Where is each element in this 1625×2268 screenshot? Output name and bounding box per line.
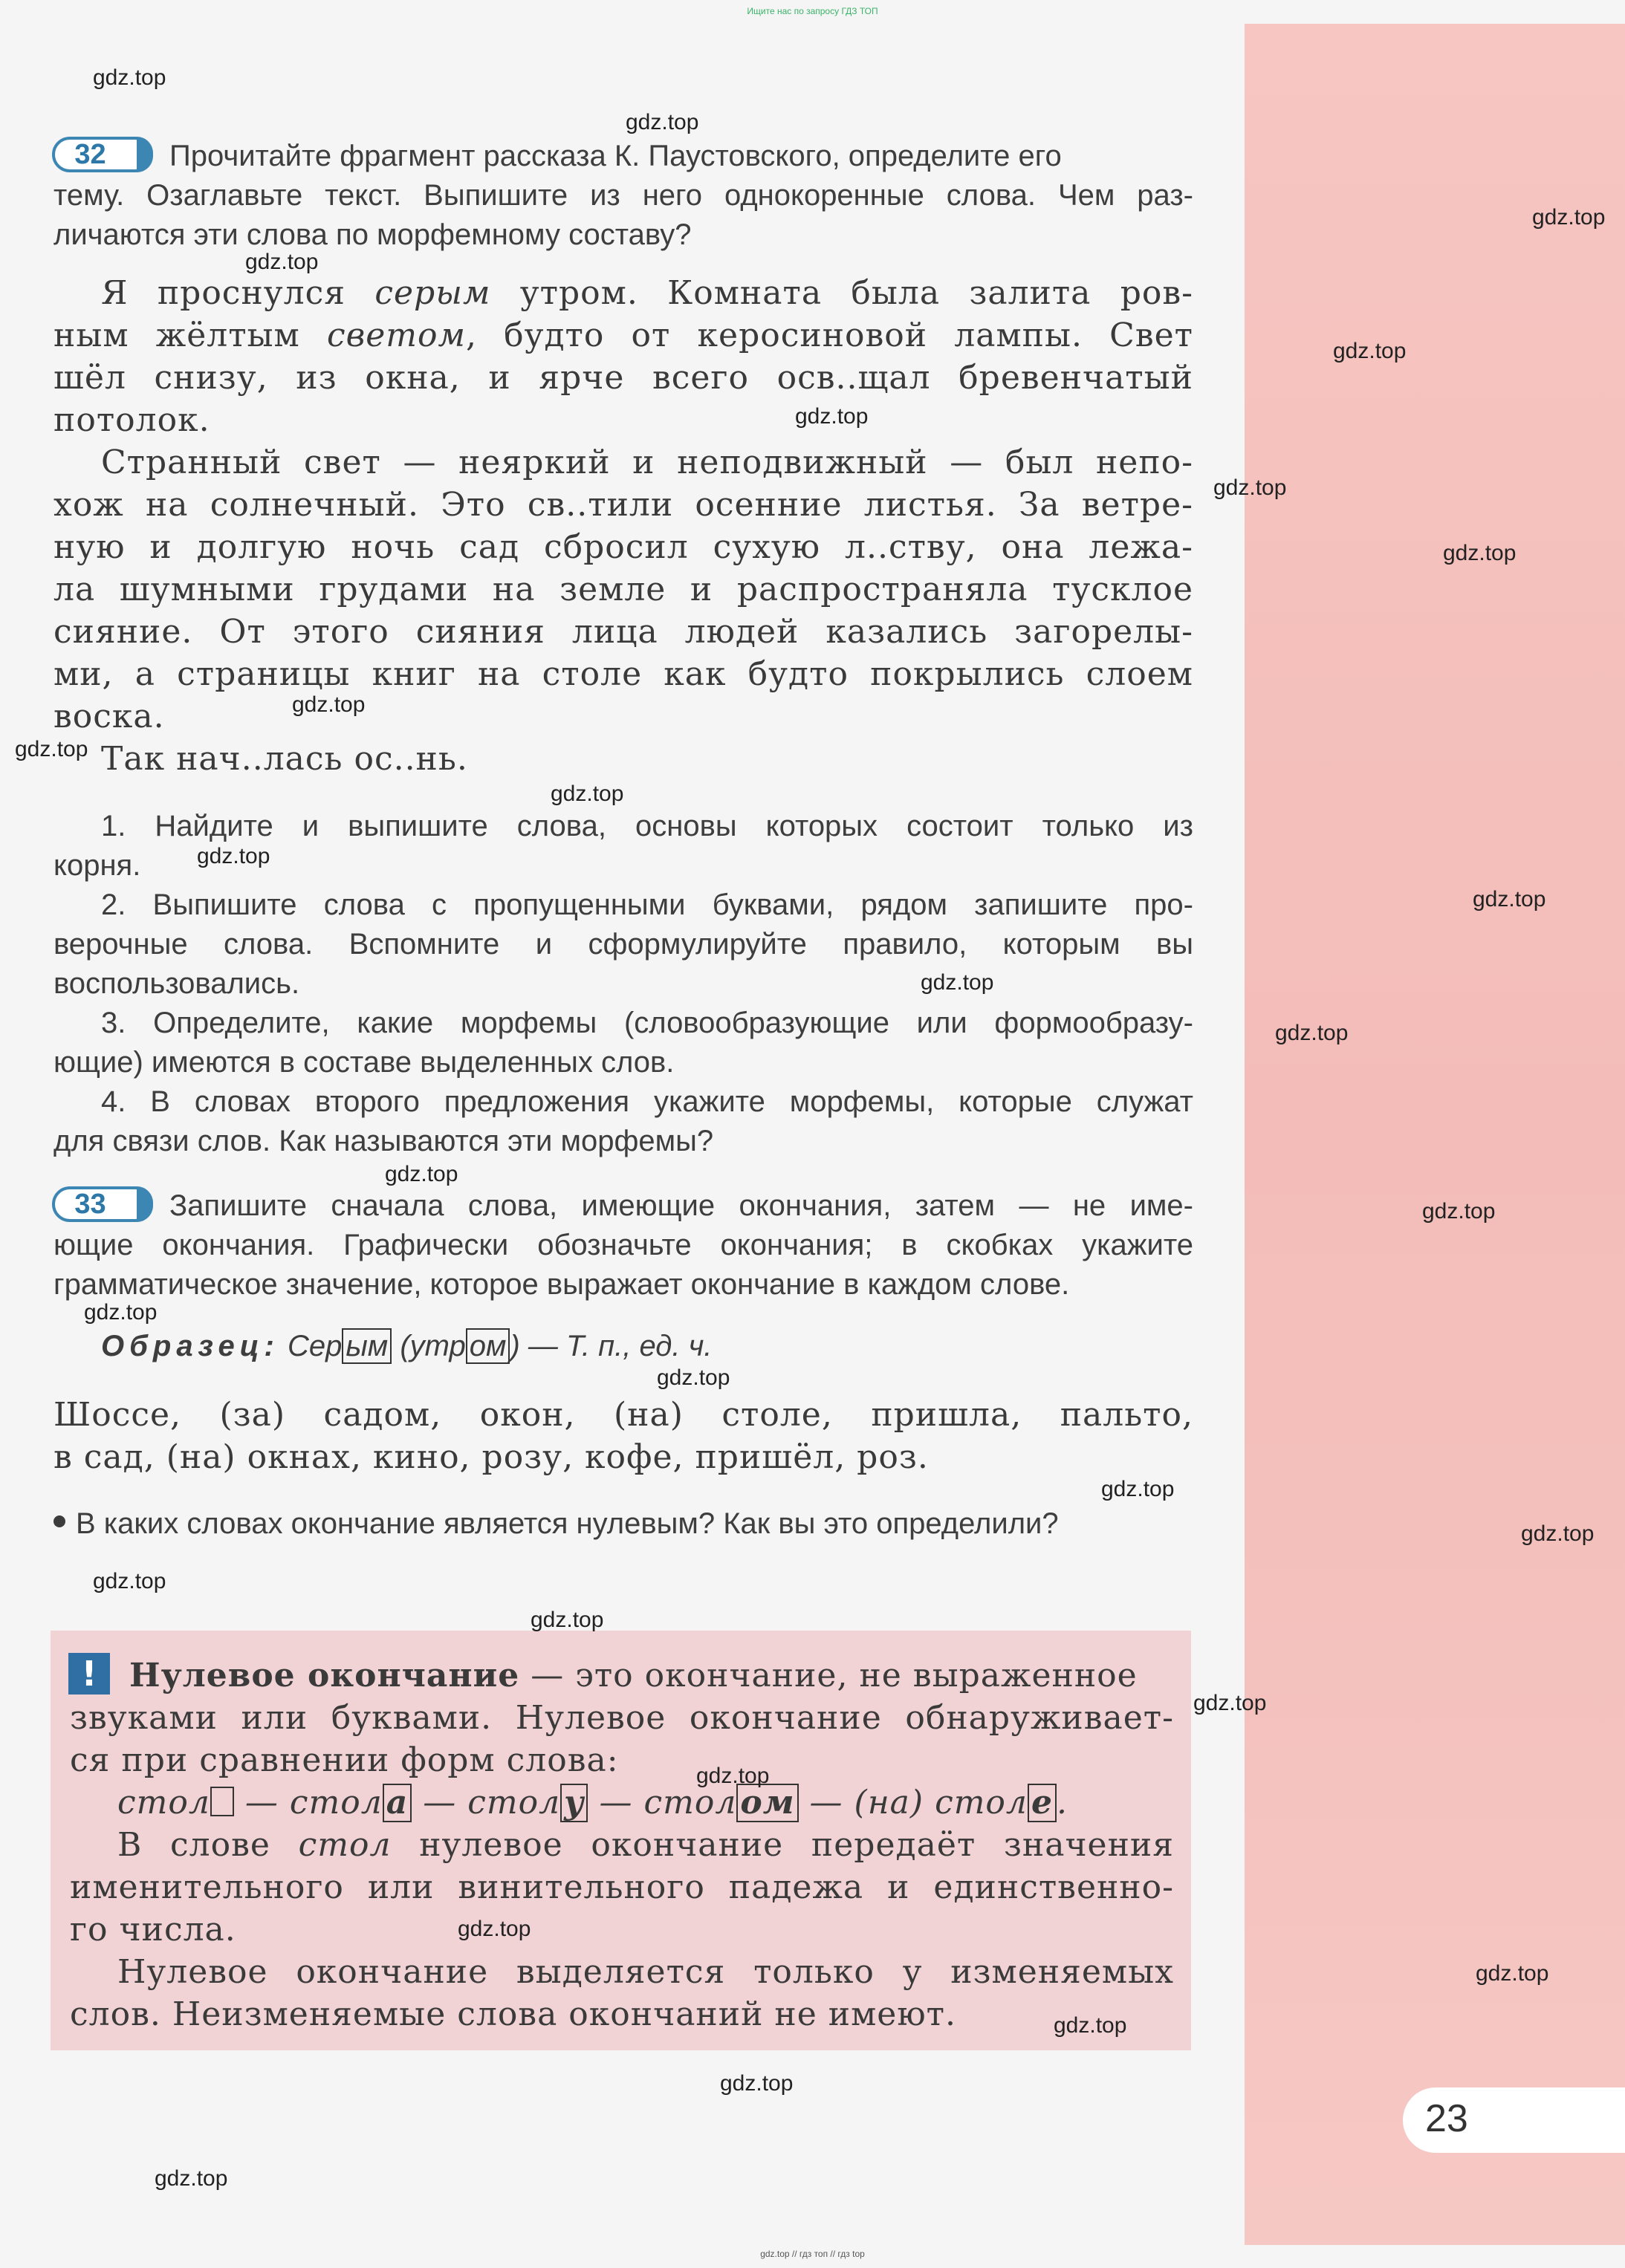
form-stem: стол [467, 1784, 561, 1822]
rule-line-1 [129, 1654, 1138, 1697]
watermark: gdz.top [292, 692, 366, 717]
story-line [101, 272, 1193, 314]
story-line [53, 695, 165, 738]
bottom-banner: gdz.top // гдз топ // гдз top [760, 2249, 865, 2259]
watermark: gdz.top [626, 110, 699, 134]
text: ми, а страницы книг на столе как будто покрылись слоем [53, 655, 1193, 693]
story-line [53, 399, 210, 441]
text: Странный свет — неяркий и неподвижный — был непо- [101, 443, 1193, 481]
question-line: для связи слов. Как называются эти морфемы? [53, 1125, 714, 1157]
story-line [53, 568, 1193, 611]
dash: — [423, 1784, 457, 1822]
question-line: 2. Выпишите слова с пропущенными буквами, рядом запишите про- [101, 888, 1193, 921]
watermark: gdz.top [795, 404, 869, 429]
watermark: gdz.top [458, 1917, 531, 1941]
rule-p2-line-1 [117, 1824, 1174, 1866]
form-stem: стол [643, 1784, 737, 1822]
sample-grammar: ) — Т. п., ед. ч. [510, 1330, 713, 1362]
text: Так нач..лась ос..нь. [101, 740, 468, 778]
story-line [101, 441, 1193, 484]
text: ную и долгую ночь сад сбросил сухую л..ству, она лежа- [53, 528, 1193, 566]
form-stem: стол [117, 1784, 210, 1822]
bullet-text: В каких словах окончание является нулевым? Как вы это определили? [76, 1507, 1059, 1540]
watermark: gdz.top [1476, 1961, 1549, 1986]
task-33-prompt-line-1: Запишите сначала слова, имеющие окончания, затем — не име- [169, 1189, 1193, 1222]
story-line [101, 738, 468, 780]
ending-box: е [1028, 1784, 1057, 1822]
task-33-prompt-line-2: ющие окончания. Графически обозначьте окончания; в скобках укажите [53, 1229, 1193, 1261]
watermark: gdz.top [1422, 1199, 1496, 1224]
question-line: верочные слова. Вспомните и сформулируйте правило, которым вы [53, 928, 1193, 961]
question-line: ющие) имеются в составе выделенных слов. [53, 1046, 675, 1079]
watermark: gdz.top [1213, 475, 1287, 500]
form-stem: (на) стол [854, 1784, 1028, 1822]
watermark: gdz.top [1532, 205, 1606, 230]
rule-p3-line-2: слов. Неизменяемые слова окончаний не имеют. [70, 1995, 956, 2033]
question-line: 4. В словах второго предложения укажите морфемы, которые служат [101, 1085, 1193, 1118]
watermark: gdz.top [197, 844, 270, 868]
question-line: корня. [53, 849, 141, 882]
bullet-question [53, 1504, 1059, 1544]
dash: — [809, 1784, 843, 1822]
watermark: gdz.top [155, 2166, 228, 2191]
story-line [53, 526, 1193, 568]
story-line [53, 357, 1193, 399]
badge-tail [137, 1186, 153, 1222]
dash: — [244, 1784, 279, 1822]
top-banner: Ищите нас по запросу ГДЗ ТОП [747, 6, 878, 16]
rule-term: Нулевое окончание [129, 1657, 520, 1694]
badge-tail [137, 137, 153, 172]
zero-ending-box [210, 1787, 234, 1816]
watermark: gdz.top [15, 737, 88, 761]
sample-ending-box-2: ом [466, 1328, 510, 1364]
watermark: gdz.top [531, 1608, 604, 1632]
watermark: gdz.top [1193, 1691, 1267, 1715]
ending-box: а [383, 1784, 412, 1822]
story-line [53, 611, 1193, 653]
story-line [53, 484, 1193, 526]
ending-box: ом [736, 1784, 798, 1822]
rule-p2-line-2: именительного или винительного падежа и единственно- [70, 1868, 1174, 1906]
watermark: gdz.top [1473, 887, 1546, 912]
text: Я проснулся [101, 274, 375, 312]
rule-line-3: ся при сравнении форм слова: [70, 1741, 619, 1779]
text: ным жёлтым [53, 316, 327, 354]
task-32-prompt-line-2: тему. Озаглавьте текст. Выпишите из него однокоренные слова. Чем раз- [53, 179, 1193, 212]
question-line: воспользовались. [53, 967, 300, 1000]
text: В слове [117, 1826, 299, 1864]
rule-p2-line-3: го числа. [70, 1911, 236, 1949]
task-number: 33 [74, 1189, 106, 1220]
italic-word: стол [298, 1826, 392, 1864]
rule-line-1-rest: — это окончание, не выраженное [519, 1657, 1138, 1694]
text: шёл снизу, из окна, и ярче всего осв..щал бревенчатый [53, 359, 1193, 397]
dash: — [599, 1784, 633, 1822]
exclamation-icon: ! [68, 1653, 110, 1694]
watermark: gdz.top [385, 1162, 458, 1186]
watermark: gdz.top [1521, 1521, 1595, 1546]
text: воска. [53, 698, 165, 735]
watermark: gdz.top [84, 1300, 158, 1325]
text: нулевое окончание передаёт значения [391, 1826, 1174, 1864]
task-32-badge [52, 137, 153, 172]
watermark: gdz.top [245, 250, 319, 274]
rule-p3-line-1: Нулевое окончание выделяется только у изменяемых [117, 1953, 1174, 1991]
watermark: gdz.top [1054, 2013, 1127, 2038]
ending-box: у [560, 1784, 588, 1822]
watermark: gdz.top [1443, 541, 1517, 565]
sample-line [101, 1327, 712, 1366]
bullet-dot [53, 1515, 65, 1527]
task-32-prompt-line-1: Прочитайте фрагмент рассказа К. Паустовского, определите его [169, 140, 1062, 172]
sample-word-stem: Сер [287, 1330, 343, 1362]
watermark: gdz.top [1101, 1477, 1175, 1501]
question-line: 3. Определите, какие морфемы (словообразующие или формообразу- [101, 1007, 1193, 1039]
story-line [53, 653, 1193, 695]
story-line [53, 314, 1193, 357]
watermark: gdz.top [1333, 339, 1407, 363]
text: утром. Комната была залита ров- [490, 274, 1194, 312]
text: потолок. [53, 401, 210, 439]
watermark: gdz.top [921, 970, 994, 995]
sample-word-stem-2: (утр [392, 1330, 466, 1362]
text: ла шумными грудами на земле и распространяла тусклое [53, 571, 1193, 608]
italic-word: светом [326, 316, 466, 354]
watermark: gdz.top [657, 1365, 730, 1390]
task-33-prompt-line-3: грамматическое значение, которое выражает окончание в каждом слове. [53, 1268, 1070, 1301]
italic-word: серым [374, 274, 491, 312]
rule-line-2: звуками или буквами. Нулевое окончание обнаруживает- [70, 1699, 1174, 1737]
text: сияние. От этого сияния лица людей казались загорелы- [53, 613, 1193, 651]
watermark: gdz.top [551, 782, 624, 806]
page-margin-strip [1245, 24, 1625, 2245]
question-line: 1. Найдите и выпишите слова, основы которых состоит только из [101, 810, 1193, 842]
words-line-2: в сад, (на) окнах, кино, розу, кофе, пришёл, роз. [53, 1438, 929, 1476]
sample-ending-box: ым [342, 1328, 392, 1364]
sample-label: Образец: [101, 1330, 279, 1362]
text: , будто от керосиновой лампы. Свет [465, 316, 1193, 354]
watermark: gdz.top [1275, 1021, 1349, 1045]
watermark: gdz.top [720, 2071, 794, 2096]
word-forms-line: стол — стол а — стол у — стол ом — (на) стол е . [117, 1784, 1068, 1822]
text: хож на солнечный. Это св..тили осенние листья. За ветре- [53, 486, 1193, 524]
task-33-badge [52, 1186, 153, 1222]
watermark: gdz.top [93, 1569, 166, 1593]
watermark: gdz.top [93, 65, 166, 90]
task-32-prompt-line-3: личаются эти слова по морфемному составу? [53, 218, 692, 251]
watermark: gdz.top [696, 1764, 770, 1788]
page-number: 23 [1425, 2097, 1468, 2140]
task-number: 32 [74, 139, 106, 170]
words-line-1: Шоссе, (за) садом, окон, (на) столе, пришла, пальто, [53, 1396, 1193, 1434]
form-stem: стол [289, 1784, 383, 1822]
